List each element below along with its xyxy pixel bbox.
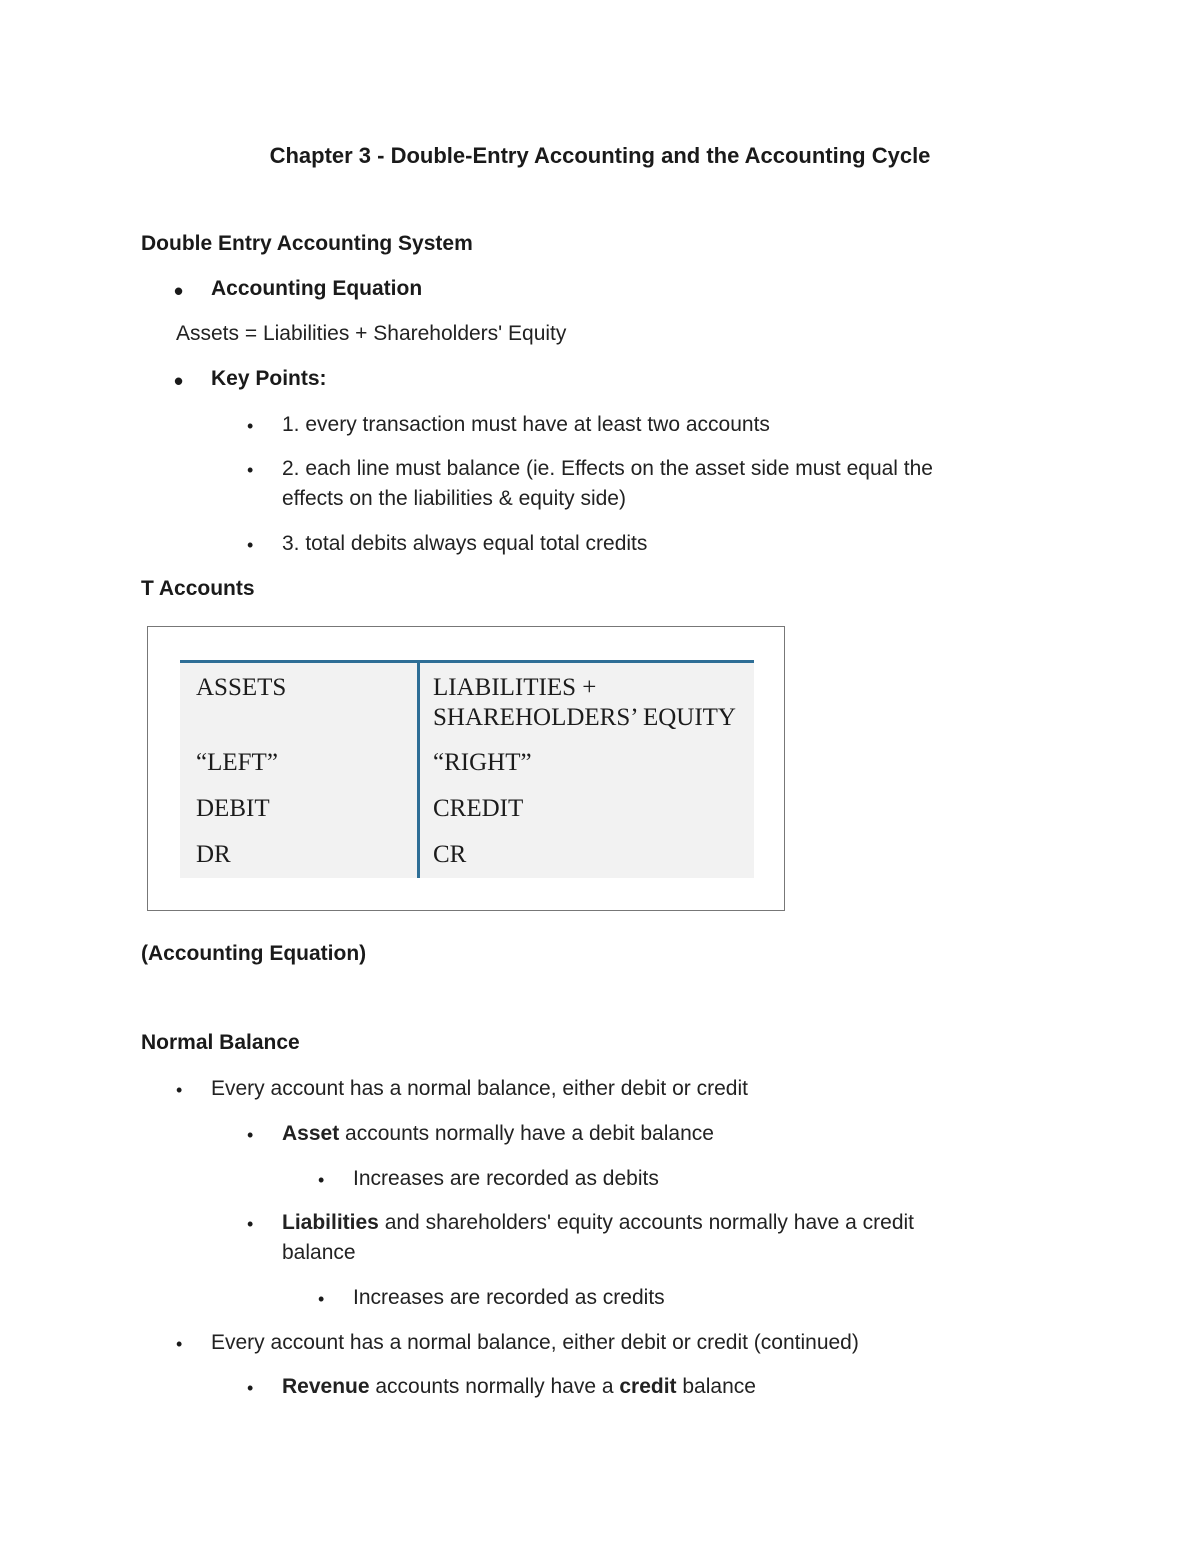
- normal-balance-item-1: Every account has a normal balance, either debit or credit: [211, 1077, 748, 1100]
- t-right-side: “RIGHT”: [433, 749, 532, 776]
- key-point-1: 1. every transaction must have at least two accounts: [282, 413, 770, 436]
- key-point-2-cont: effects on the liabilities & equity side): [282, 487, 626, 510]
- revenue-text-mid: accounts normally have a: [369, 1375, 620, 1398]
- section-heading-double-entry: Double Entry Accounting System: [141, 232, 473, 255]
- bullet-icon: •: [176, 1080, 183, 1100]
- t-account-divider: [417, 663, 420, 878]
- figure-caption: (Accounting Equation): [141, 942, 367, 965]
- bullet-icon: •: [247, 1214, 254, 1234]
- credit-label: credit: [619, 1375, 677, 1398]
- bullet-icon: •: [247, 535, 254, 555]
- asset-increase-item: Increases are recorded as debits: [353, 1167, 659, 1190]
- bullet-icon: •: [247, 1378, 254, 1398]
- key-point-2: 2. each line must balance (ie. Effects on the asset side must equal the: [282, 457, 933, 480]
- revenue-text-end: balance: [676, 1375, 756, 1398]
- t-left-header: ASSETS: [196, 674, 287, 701]
- bullet-icon: •: [176, 1334, 183, 1354]
- t-right-credit: CREDIT: [433, 795, 524, 822]
- liabilities-balance-item: [282, 1211, 914, 1235]
- bullet-icon: •: [247, 460, 254, 480]
- liabilities-increase-item: Increases are recorded as credits: [353, 1286, 665, 1309]
- t-right-cr: CR: [433, 841, 467, 868]
- bullet-icon: •: [247, 1125, 254, 1145]
- liabilities-balance-text: and shareholders' equity accounts normally have a credit: [378, 1211, 915, 1234]
- list-item-accounting-equation: Accounting Equation: [211, 277, 423, 300]
- section-heading-t-accounts: T Accounts: [141, 577, 255, 600]
- asset-balance-item: [282, 1122, 714, 1146]
- t-account-grid: [180, 660, 754, 878]
- t-right-header-2: SHAREHOLDERS’ EQUITY: [433, 704, 736, 731]
- t-left-debit: DEBIT: [196, 795, 270, 822]
- liabilities-label: Liabilities: [282, 1211, 379, 1234]
- t-left-dr: DR: [196, 841, 231, 868]
- bullet-icon: •: [318, 1170, 325, 1190]
- bullet-icon: •: [318, 1289, 325, 1309]
- revenue-balance-item: [282, 1375, 756, 1399]
- list-item-key-points: Key Points:: [211, 367, 327, 390]
- t-account-figure: [147, 626, 785, 911]
- bullet-icon: •: [174, 276, 184, 306]
- bullet-icon: •: [247, 416, 254, 436]
- asset-label: Asset: [282, 1122, 340, 1145]
- asset-balance-text: accounts normally have a debit balance: [339, 1122, 714, 1145]
- t-right-header-1: LIABILITIES +: [433, 674, 597, 701]
- document-title: Chapter 3 - Double-Entry Accounting and the Accounting Cycle: [269, 143, 931, 168]
- key-point-3: 3. total debits always equal total credits: [282, 532, 648, 555]
- normal-balance-item-2: Every account has a normal balance, either debit or credit (continued): [211, 1331, 859, 1354]
- revenue-label: Revenue: [282, 1375, 370, 1398]
- equation-text: Assets = Liabilities + Shareholders' Equity: [176, 322, 567, 345]
- bullet-icon: •: [174, 366, 184, 396]
- section-heading-normal-balance: Normal Balance: [141, 1031, 300, 1054]
- liabilities-balance-cont: balance: [282, 1241, 356, 1264]
- t-left-side: “LEFT”: [196, 749, 278, 776]
